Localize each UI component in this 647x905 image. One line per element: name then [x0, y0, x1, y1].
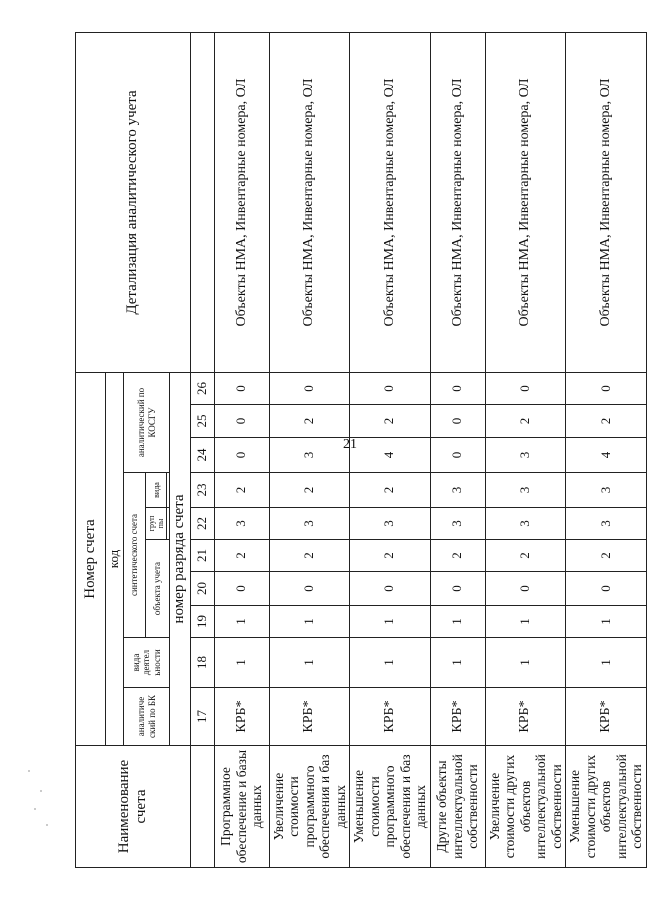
code-cell: 1: [485, 606, 566, 638]
account-name-cell: Программное обеспечение и базы данных: [214, 746, 269, 868]
group-header: груп пы: [145, 508, 166, 540]
account-object-header: объекта учета: [145, 540, 169, 638]
code-cell: 0: [430, 372, 485, 404]
detail-cell: Объекты НМА, Инвентарные номера, ОЛ: [430, 32, 485, 372]
code-cell: 1: [566, 606, 647, 638]
code-cell: 2: [485, 540, 566, 572]
code-cell: КРБ*: [566, 688, 647, 746]
detail-cell: Объекты НМА, Инвентарные номера, ОЛ: [214, 32, 269, 372]
code-cell: 3: [430, 473, 485, 508]
scan-speck: [34, 808, 36, 810]
detail-cell: Объекты НМА, Инвентарные номера, ОЛ: [269, 32, 350, 372]
digits-empty-right: [190, 32, 214, 372]
code-cell: 2: [485, 405, 566, 438]
code-cell: 3: [214, 508, 269, 540]
digit-20: 20: [190, 572, 214, 606]
table-row: [214, 32, 269, 867]
digit-17: 17: [190, 688, 214, 746]
digit-26: 26: [190, 372, 214, 404]
account-name-cell: Увеличение стоимости программного обеспечения и баз данных: [269, 746, 350, 868]
code-cell: 2: [269, 473, 350, 508]
code-cell: 2: [269, 540, 350, 572]
code-cell: 3: [485, 438, 566, 473]
code-cell: 1: [430, 606, 485, 638]
account-name-cell: Уменьшение стоимости других объектов интеллектуальной собственности: [566, 746, 647, 868]
scan-speck: [46, 824, 48, 826]
account-name-header: Наименование счета: [76, 746, 191, 868]
code-cell: КРБ*: [430, 688, 485, 746]
code-cell: 3: [485, 508, 566, 540]
code-header: код: [106, 372, 124, 745]
code-cell: 2: [566, 540, 647, 572]
code-cell: 4: [350, 438, 431, 473]
code-cell: 0: [214, 405, 269, 438]
code-cell: КРБ*: [269, 688, 350, 746]
code-cell: 3: [485, 473, 566, 508]
code-cell: 0: [430, 438, 485, 473]
code-cell: 0: [350, 572, 431, 606]
code-cell: 3: [269, 508, 350, 540]
code-cell: 0: [269, 372, 350, 404]
code-cell: 4: [566, 438, 647, 473]
code-cell: 2: [350, 405, 431, 438]
digit-21: 21: [190, 540, 214, 572]
code-cell: 2: [269, 405, 350, 438]
analytic-bk-header: аналитиче ский по БК: [123, 688, 169, 746]
code-cell: 3: [566, 508, 647, 540]
code-cell: 0: [214, 372, 269, 404]
code-cell: КРБ*: [350, 688, 431, 746]
code-cell: 0: [214, 438, 269, 473]
scan-speck: [40, 790, 42, 792]
header-row-1: [76, 32, 106, 867]
detail-cell: Объекты НМА, Инвентарные номера, ОЛ: [566, 32, 647, 372]
detail-header: Детализация аналитического учета: [76, 32, 191, 372]
digit-24: 24: [190, 438, 214, 473]
code-cell: 2: [350, 473, 431, 508]
synthetic-header: синтетического счета: [123, 473, 145, 638]
code-cell: 3: [350, 508, 431, 540]
code-cell: 1: [269, 606, 350, 638]
code-cell: 1: [430, 638, 485, 688]
digit-23: 23: [190, 473, 214, 508]
activity-type-header: вида деятел ьности: [123, 638, 169, 688]
table-row: [485, 32, 566, 867]
code-cell: 0: [269, 572, 350, 606]
code-cell: 0: [214, 572, 269, 606]
type-header: вида: [145, 473, 166, 508]
code-cell: 1: [214, 638, 269, 688]
detail-cell: Объекты НМА, Инвентарные номера, ОЛ: [485, 32, 566, 372]
table-row: [566, 32, 647, 867]
account-name-cell: Увеличение стоимости других объектов интеллектуальной собственности: [485, 746, 566, 868]
code-cell: 1: [566, 638, 647, 688]
code-cell: 1: [485, 638, 566, 688]
code-cell: 0: [485, 372, 566, 404]
account-name-cell: Уменьшение стоимости программного обеспечения и баз данных: [350, 746, 431, 868]
account-name-cell: Другие объекты интеллектуальной собственности: [430, 746, 485, 868]
code-cell: КРБ*: [214, 688, 269, 746]
account-number-header: Номер счета: [76, 372, 106, 745]
code-cell: 1: [269, 638, 350, 688]
code-cell: 2: [350, 540, 431, 572]
code-cell: 0: [566, 572, 647, 606]
code-cell: 1: [350, 606, 431, 638]
digit-number-header: номер разряда счета: [170, 372, 190, 745]
code-cell: 2: [214, 540, 269, 572]
code-cell: 0: [430, 405, 485, 438]
digit-19: 19: [190, 606, 214, 638]
code-cell: 0: [485, 572, 566, 606]
code-cell: 0: [430, 572, 485, 606]
rotated-table-wrapper: [75, 33, 645, 868]
scan-speck: [28, 770, 30, 772]
code-cell: 0: [566, 372, 647, 404]
code-cell: 3: [269, 438, 350, 473]
code-cell: 1: [214, 606, 269, 638]
code-cell: 2: [430, 540, 485, 572]
code-cell: 1: [350, 638, 431, 688]
digit-22: 22: [190, 508, 214, 540]
table-row: [269, 32, 350, 867]
code-cell: 2: [214, 473, 269, 508]
code-cell: КРБ*: [485, 688, 566, 746]
analytic-kosgu-header: аналитический по КОСГУ: [123, 372, 169, 472]
code-cell: 0: [350, 372, 431, 404]
digits-empty-left: [190, 746, 214, 868]
digit-18: 18: [190, 638, 214, 688]
code-cell: 2: [566, 405, 647, 438]
digits-row: [190, 32, 214, 867]
accounts-table: [75, 32, 647, 868]
code-cell: 3: [430, 508, 485, 540]
page-number: 21: [343, 437, 357, 452]
table-row: [430, 32, 485, 867]
detail-cell: Объекты НМА, Инвентарные номера, ОЛ: [350, 32, 431, 372]
digit-25: 25: [190, 405, 214, 438]
table-row: [350, 32, 431, 867]
code-cell: 3: [566, 473, 647, 508]
